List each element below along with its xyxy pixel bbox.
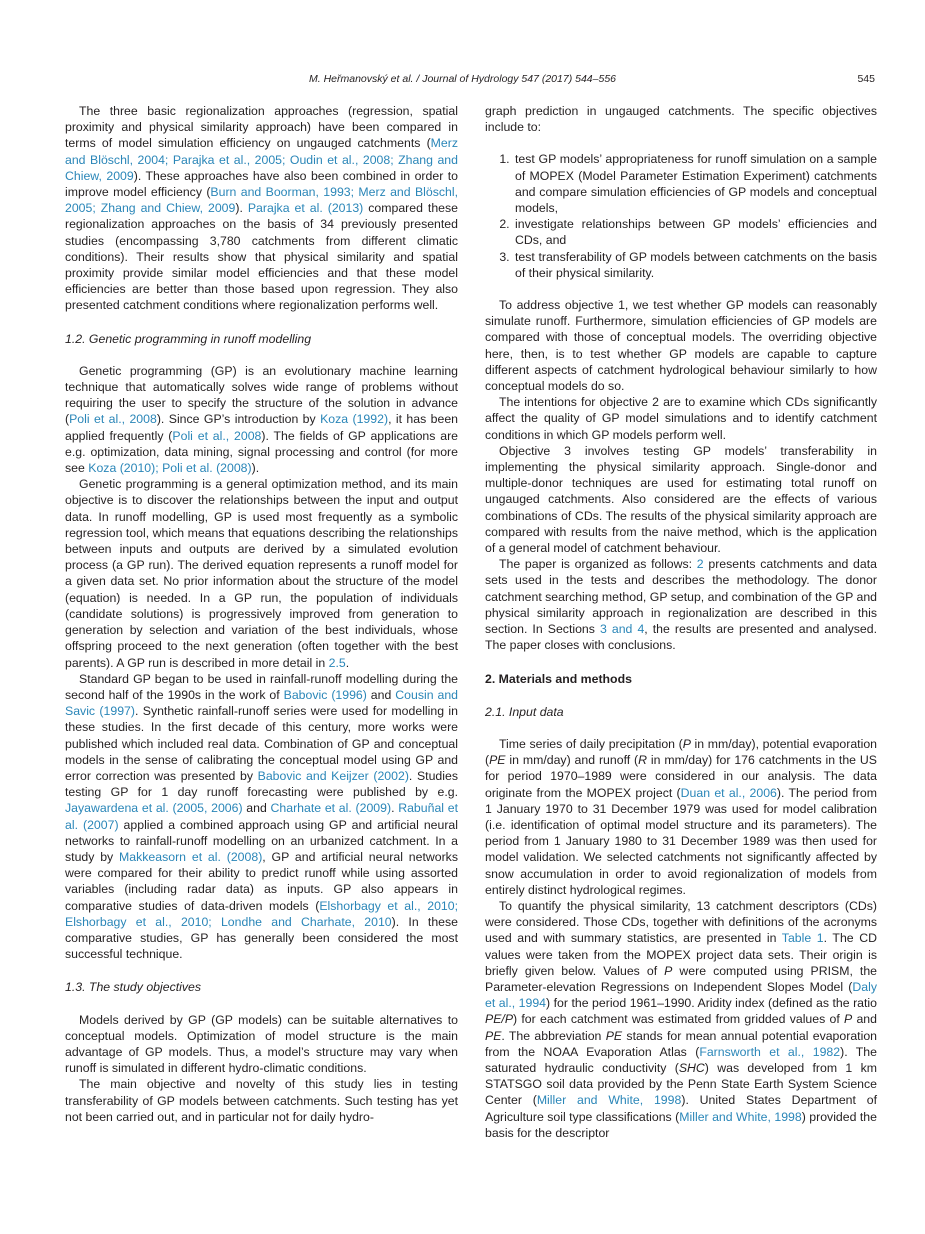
text-run: To address objective 1, we test whether GP models can reasonably simulate runoff. Furthermore, simulation efficiencies of GP models are compared with those of conceptual models. The overriding objective here, then, is to test whether GP models are capable to capture different aspects of catchment hydrological behaviour similarly to how conceptual models do so. (485, 298, 877, 394)
text-run: and (852, 1012, 877, 1027)
text-run: ). The fields of GP applications are e.g. optimization, data mining, signal processing and control (for more see (65, 428, 459, 476)
citation-link[interactable]: Burn and Boorman, 1993; Merz and Blöschl, 2005; Zhang and Chiew, 2009 (65, 185, 459, 216)
page-number: 545 (857, 73, 875, 85)
citation-link[interactable]: Table 1 (781, 931, 824, 946)
text-run: . Studies testing GP for 1 day runoff forecasting were published by e.g. (65, 768, 458, 800)
citation-link[interactable]: 2 (696, 557, 704, 572)
text-run: ). The saturated hydraulic conductivity ( (485, 1044, 877, 1075)
text-run: ) for the period 1961–1990. Aridity index (defined as the ratio (546, 996, 877, 1011)
text-run: compared these regionalization approaches on the basis of 34 previously presented studies (encompassing 3,780 catchments from different climatic conditions). Their results show that physical similarity and spatial proximity provide similar model efficiencies and that these model efficiencies are better than those based upon regression. They also presented catchment conditions where regionalization performs well. (65, 201, 458, 313)
paragraph (485, 443, 877, 556)
citation-link[interactable]: Elshorbagy et al., 2010; Elshorbagy et al., 2010; Londhe and Charhate, 2010 (65, 898, 458, 929)
section-heading: 2. Materials and methods (485, 671, 632, 686)
italic-symbol: R (638, 753, 648, 768)
list-item: 2. investigate relationships between GP models’ efficiencies and CDs, and (513, 216, 877, 248)
text-run: ). United States Department of Agriculture soil type classifications ( (485, 1093, 877, 1124)
paragraph (65, 1076, 458, 1125)
italic-symbol: PE/P (485, 1012, 514, 1027)
text-run: Models derived by GP (GP models) can be suitable alternatives to conceptual models. Optimization of model structure is the main advantage of GP models. Thus, a model’s structure may vary when runoff is simulated in different hydro-climatic conditions. (65, 1012, 458, 1076)
italic-symbol: SHC (678, 1060, 705, 1075)
italic-symbol: PE (605, 1028, 623, 1043)
citation-link[interactable]: Koza (1992) (320, 412, 389, 427)
citation-link[interactable]: Miller and White, 1998 (536, 1093, 682, 1108)
text-run: The paper is organized as follows: (499, 557, 697, 572)
text-run: Standard GP began to be used in rainfall-runoff modelling during the second half of the 1990s in the work of (65, 671, 458, 702)
text-run: The main objective and novelty of this study lies in testing transferability of GP models between catchments. Such testing has yet not been carried out, and in particular not for daily hydro- (65, 1077, 458, 1124)
paragraph (485, 297, 877, 394)
citation-link[interactable]: Jayawardena et al. (2005, 2006) (65, 801, 243, 816)
paragraph (65, 103, 458, 314)
paragraph (485, 556, 877, 653)
text-run: The three basic regionalization approaches (regression, spatial proximity and physical similarity approach) have been compared in terms of model simulation efficiency on ungauged catchments ( (65, 104, 458, 151)
italic-symbol: P (664, 963, 673, 978)
citation-link[interactable]: Babovic (1996) (283, 687, 367, 702)
citation-link[interactable]: 3 and 4 (599, 622, 645, 637)
text-run: ). In these comparative studies, GP has generally been considered the most successful technique. (65, 914, 458, 962)
text-run: in mm/day) for 176 catchments in the US for period 1970–1989 were considered in our analysis. The data originate from the MOPEX project ( (485, 753, 877, 800)
text-run: ). (251, 461, 260, 476)
paragraph (65, 363, 458, 476)
list-item: 1. test GP models’ appropriateness for runoff simulation on a sample of MOPEX (Model Parameter Estimation Experiment) catchments and compare simulation efficiencies of GP models and conceptual models, (513, 151, 877, 216)
paragraph (65, 476, 458, 670)
text-run: applied a combined approach using GP and artificial neural networks to rainfall-runoff modelling on an urbanized catchment. In a study by (65, 817, 458, 864)
italic-symbol: PE (489, 753, 506, 768)
text-run: To quantify the physical similarity, 13 catchment descriptors (CDs) were considered. Those CDs, together with definitions of the acronyms used and with summary statistics, are presented in (485, 898, 877, 946)
text-run: ). Since GP’s introduction by (156, 412, 321, 427)
text-run: presents catchments and data sets used in the tests and describes the methodology. The donor catchment searching method, GP setup, and combination of the GP and physical similarity approach in regionalization are described in this section. In Sections (485, 557, 877, 637)
citation-link[interactable]: Cousin and Savic (1997) (65, 687, 458, 719)
text-run: graph prediction in ungauged catchments. The specific objectives include to: (485, 104, 877, 135)
paragraph (65, 671, 458, 963)
paragraph (65, 1012, 458, 1077)
text-run: . The CD values were taken from the MOPEX project data sets. Their origin is briefly given below. Values of (485, 931, 877, 978)
text-run: , GP and artificial neural networks were compared for their ability to predict runoff while using assorted variables (including radar data) as inputs. GP also appears in comparative studies of data-driven models ( (65, 849, 458, 913)
text-run: ). These approaches have also been combined in order to improve model efficiency ( (65, 168, 458, 200)
italic-symbol: P (844, 1012, 853, 1027)
text-run: and (366, 687, 396, 702)
text-run: . Synthetic rainfall-runoff series were used for modelling in these studies. In the first decade of this century, more works were published which included real data. Combination of GP and conceptual models in the sense of calibrating the conceptual model using GP and error correction was presented by (65, 704, 458, 783)
citation-link[interactable]: Parajka et al. (2013) (247, 201, 364, 216)
citation-link[interactable]: Farnsworth et al., 1982 (699, 1044, 841, 1059)
text-run: . The abbreviation (501, 1028, 606, 1043)
citation-link[interactable]: Babovic and Keijzer (2002) (257, 768, 409, 783)
text-run: The intentions for objective 2 are to examine which CDs significantly affect the quality of GP model simulations and to identify catchment conditions in which GP models perform well. (485, 395, 877, 442)
text-run: Genetic programming is a general optimization method, and its main objective is to discover the relationships between the input and output data. In runoff modelling, GP is used most frequently as a symbolic regression tool, which means that equations describing the relationships between inputs and outputs are derived by a simulated evolution process (a GP run). The derived equation represents a runoff model for a given data set. No prior information about the structure of the model (equation) is needed. In a GP run, the population of individuals (candidate solutions) is progressively improved from generation to generation by selection and variation of the best individuals, whose offspring proceed to the next generation (often together with the best parents). A GP run is described in more detail in (65, 477, 458, 670)
left-column (65, 103, 458, 1125)
citation-link[interactable]: Merz and Blöschl, 2004; Parajka et al., 2005; Oudin et al., 2008; Zhang and Chiew, 2009 (65, 136, 458, 183)
journal-citation: M. Heřmanovský et al. / Journal of Hydrology 547 (2017) 544–556 (309, 73, 616, 85)
text-run: were computed using PRISM, the Parameter-elevation Regressions on Independent Slopes Model ( (485, 963, 878, 994)
text-run: , it has been applied frequently ( (65, 412, 459, 443)
citation-link[interactable]: Koza (2010); Poli et al. (2008) (88, 461, 252, 476)
text-run: in mm/day) and runoff ( (505, 753, 639, 768)
text-run: stands for mean annual potential evaporation from the NOAA Evaporation Atlas ( (485, 1028, 877, 1059)
citation-link[interactable]: Makkeasorn et al. (2008) (119, 849, 263, 864)
right-column (485, 103, 877, 1141)
section-heading: 1.3. The study objectives (65, 980, 202, 995)
paragraph (485, 394, 877, 443)
text-run: . (345, 655, 350, 670)
text-run: ) for each catchment was estimated from gridded values of (513, 1012, 845, 1027)
text-run: , the results are presented and analysed. The paper closes with conclusions. (485, 622, 877, 653)
paragraph (485, 736, 877, 898)
text-run: . (391, 801, 399, 816)
text-run: ) was developed from 1 km STATSGO soil data provided by the Penn State Earth System Science Center ( (485, 1060, 877, 1108)
italic-symbol: P (682, 736, 691, 751)
citation-link[interactable]: Rabuñal et al. (2007) (65, 801, 458, 832)
citation-link[interactable]: Charhate et al. (2009) (270, 801, 392, 816)
text-run: ) provided the basis for the descriptor (485, 1109, 877, 1140)
text-run: Time series of daily precipitation ( (499, 736, 683, 751)
citation-link[interactable]: Miller and White, 1998 (679, 1109, 802, 1124)
text-run: Objective 3 involves testing GP models’ transferability in implementing the physical similarity approach. Single-donor and multiple-donor techniques are used for estimating total runoff on ungauged catchments. Also considered are the effects of various combinations of CDs. The results of the physical similarity approach are compared with results from the naive method, which is the application of a general model of catchment behaviour. (485, 443, 877, 556)
objectives-list (485, 151, 877, 281)
text-run: Genetic programming (GP) is an evolutionary machine learning technique that automatically solves wide range of problems without requiring the user to specify the structure of the solution in advance ( (65, 363, 458, 427)
list-item: 3. test transferability of GP models between catchments on the basis of their physical similarity. (513, 249, 877, 281)
citation-link[interactable]: Daly et al., 1994 (485, 979, 877, 1011)
text-run: ). (235, 201, 248, 216)
citation-link[interactable]: Poli et al., 2008 (172, 428, 262, 443)
text-run: in mm/day), potential evaporation ( (485, 736, 877, 768)
citation-link[interactable]: Poli et al., 2008 (69, 412, 157, 427)
text-run: ). The period from 1 January 1970 to 31 December 1979 was used for model calibration (i.e. identification of optimal model structure and its parameters). The period from 1 January 1980 to 31 December 1989 was then used for model validation. We selected catchments not significantly affected by snow accumulation in order to avoid regionalization of models from entirely distinct hydrological regimes. (485, 785, 877, 897)
citation-link[interactable]: Duan et al., 2006 (680, 785, 777, 800)
section-heading: 2.1. Input data (485, 704, 564, 719)
italic-symbol: PE (485, 1028, 502, 1043)
section-heading: 1.2. Genetic programming in runoff modelling (65, 331, 312, 346)
paragraph (485, 103, 877, 135)
text-run: and (242, 801, 271, 816)
paragraph (485, 898, 877, 1141)
citation-link[interactable]: 2.5 (328, 655, 346, 670)
